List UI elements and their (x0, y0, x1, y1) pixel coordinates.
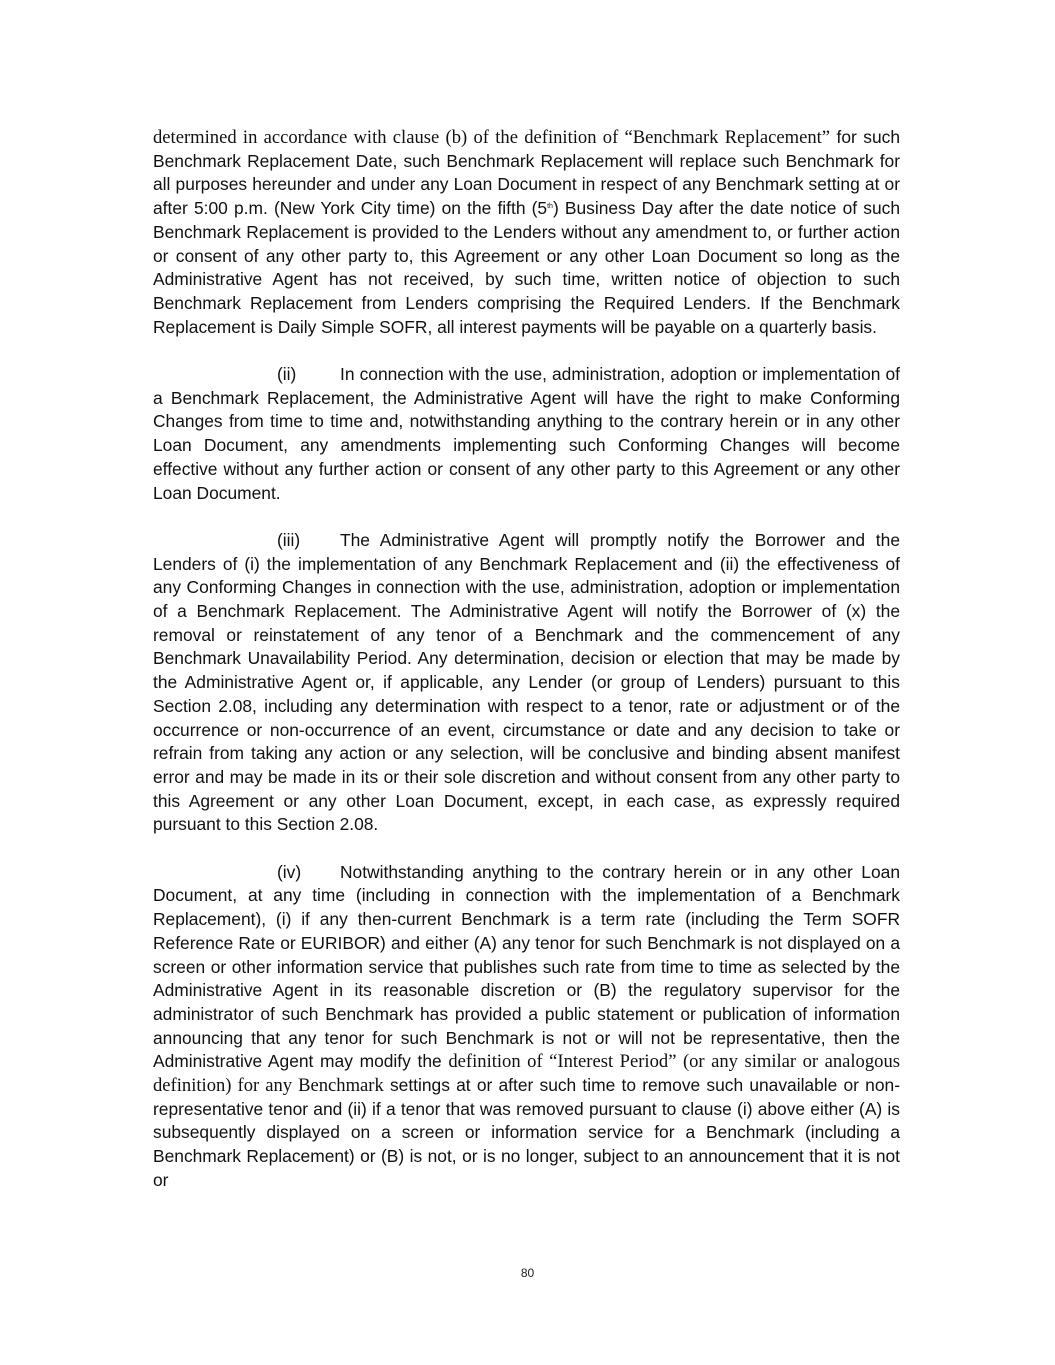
paragraph-iii (153, 529, 900, 837)
page-number: 80 (520, 1266, 535, 1280)
paragraph-i-continued (153, 126, 900, 339)
paragraph-ii (153, 363, 900, 505)
clause-label: (ii) (277, 364, 297, 385)
document-body (153, 126, 900, 1193)
clause-label: (iii) (277, 529, 301, 550)
paragraph-iv (153, 861, 900, 1193)
paragraph-text: ) Business Day after the date notice of such Benchmark Replacement is provided to the Lenders without any amendment to, or further action or consent of any other party to, this Agreement or any other Loan Document so long as the Administrative Agent has not received, by such time, written notice of objection to such Benchmark Replacement from Lenders comprising the Required Lenders. If the Benchmark Replacement is Daily Simple SOFR, all interest payments will be payable on a quarterly basis. (153, 198, 900, 337)
serif-lead-line: determined in accordance with clause (b) of the definition of “Benchmark Replacement” (153, 127, 831, 148)
clause-label: (iv) (277, 861, 302, 882)
paragraph-text: for such Benchmark Replacement Date, such Benchmark Replacement will replace such Benchmark for all purposes hereunder and under any Loan Document in respect of any Benchmark setting at or after 5:00 p.m. (New York City time) on the fifth (5 (153, 127, 900, 219)
ordinal-superscript: th (547, 203, 553, 211)
paragraph-text: In connection with the use, administration, adoption or implementation of a Benchmark Replacement, the Administrative Agent will have the right to make Conforming Changes from time to time and, notwithstanding anything to the contrary herein or in any other Loan Document, any amendments implementing such Conforming Changes will become effective without any further action or consent of any other party to this Agreement or any other Loan Document. (153, 364, 900, 503)
paragraph-text: The Administrative Agent will promptly notify the Borrower and the Lenders of (i) the implementation of any Benchmark Replacement and (ii) the effectiveness of any Conforming Changes in connection with the use, administration, adoption or implementation of a Benchmark Replacement. The Administrative Agent will notify the Borrower of (x) the removal or reinstatement of any tenor of a Benchmark and the commencement of any Benchmark Unavailability Period. Any determination, decision or election that may be made by the Administrative Agent or, if applicable, any Lender (or group of Lenders) pursuant to this Section 2.08, including any determination with respect to a tenor, rate or adjustment or of the occurrence or non-occurrence of an event, circumstance or date and any decision to take or refrain from taking any action or any selection, will be conclusive and binding absent manifest error and may be made in its or their sole discretion and without consent from any other party to this Agreement or any other Loan Document, except, in each case, as expressly required pursuant to this Section 2.08. (153, 529, 900, 835)
serif-inline-line: definition of “Interest Period” (or any similar or analogous definition) for any Benchmark (153, 1051, 900, 1097)
paragraph-text: Notwithstanding anything to the contrary herein or in any other Loan Document, at any time (including in connection with the implementation of a Benchmark Replacement), (i) if any then-current Benchmark is a term rate (including the Term SOFR Reference Rate or EURIBOR) and either (A) any tenor for such Benchmark is not displayed on a screen or other information service that publishes such rate from time to time as selected by the Administrative Agent in its reasonable discretion or (B) the regulatory supervisor for the administrator of such Benchmark has provided a public statement or publication of information announcing that any tenor for such Benchmark is not or will not be representative, then the Administrative Agent may modify the (153, 861, 900, 1072)
paragraph-text: settings at or after such time to remove such unavailable or non-representative tenor and (ii) if a tenor that was removed pursuant to clause (i) above either (A) is subsequently displayed on a screen or information service for a Benchmark (including a Benchmark Replacement) or (B) is not, or is no longer, subject to an announcement that it is not or (153, 1075, 900, 1190)
